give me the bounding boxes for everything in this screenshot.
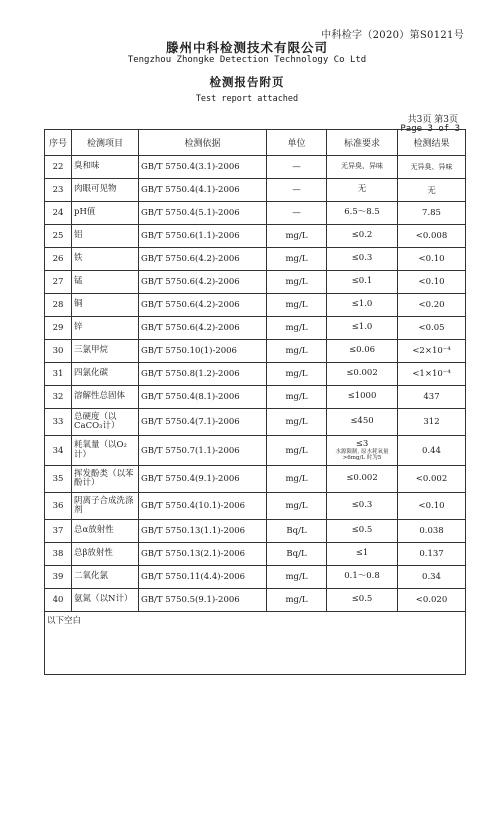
row-unit: mg/L [267, 294, 327, 317]
row-method: GB/T 5750.4(3.1)-2006 [139, 156, 267, 179]
table-row [45, 317, 466, 340]
row-result: <0.008 [398, 225, 466, 248]
row-unit: mg/L [267, 317, 327, 340]
row-no: 35 [45, 466, 72, 493]
row-no: 25 [45, 225, 72, 248]
row-standard: ≤0.06 [327, 340, 398, 363]
row-standard: ≤0.3 [327, 493, 398, 520]
blank-note: 以下空白 [45, 612, 466, 675]
row-item: 锌 [72, 317, 139, 340]
report-title-en: Test report attached [195, 94, 299, 104]
row-item: 三氯甲烷 [72, 340, 139, 363]
row-standard-note: 水源限制, 原水耗氧量>6mg/L 时为5 [335, 449, 389, 462]
row-result: 无异臭、异味 [398, 156, 466, 179]
row-standard: ≤3 [355, 438, 369, 449]
row-result: <0.10 [398, 271, 466, 294]
table-row [45, 520, 466, 543]
row-unit: mg/L [267, 409, 327, 436]
row-item: pH值 [72, 202, 139, 225]
row-item: 四氯化碳 [72, 363, 139, 386]
row-standard-cell [327, 436, 398, 466]
row-item: 总硬度（以CaCO₃计） [72, 409, 139, 436]
row-no: 33 [45, 409, 72, 436]
row-method: GB/T 5750.6(4.2)-2006 [139, 248, 267, 271]
row-item: 阴离子合成洗涤剂 [72, 493, 139, 520]
row-unit: — [267, 202, 327, 225]
table-row [45, 466, 466, 493]
row-standard: ≤0.2 [327, 225, 398, 248]
row-no: 30 [45, 340, 72, 363]
row-standard: 无 [327, 179, 398, 202]
row-result: <0.20 [398, 294, 466, 317]
row-standard: 6.5～8.5 [327, 202, 398, 225]
table-row [45, 202, 466, 225]
table-row [45, 436, 466, 466]
row-unit: — [267, 179, 327, 202]
row-item: 二氧化氯 [72, 566, 139, 589]
row-standard: ≤1.0 [327, 317, 398, 340]
row-unit: mg/L [267, 340, 327, 363]
row-unit: — [267, 156, 327, 179]
table-row [45, 294, 466, 317]
row-unit: mg/L [267, 589, 327, 612]
row-unit: mg/L [267, 466, 327, 493]
row-method: GB/T 5750.13(2.1)-2006 [139, 543, 267, 566]
row-result: 312 [398, 409, 466, 436]
row-unit: mg/L [267, 436, 327, 466]
row-result: 437 [398, 386, 466, 409]
row-item: 锰 [72, 271, 139, 294]
row-standard: ≤1000 [327, 386, 398, 409]
row-item: 铜 [72, 294, 139, 317]
row-method: GB/T 5750.5(9.1)-2006 [139, 589, 267, 612]
row-item: 臭和味 [72, 156, 139, 179]
row-method: GB/T 5750.4(5.1)-2006 [139, 202, 267, 225]
row-no: 36 [45, 493, 72, 520]
table-header-row [45, 130, 466, 156]
row-item: 总α放射性 [72, 520, 139, 543]
row-result: <2×10⁻⁴ [398, 340, 466, 363]
row-result: <1×10⁻⁴ [398, 363, 466, 386]
row-standard: ≤450 [327, 409, 398, 436]
row-no: 27 [45, 271, 72, 294]
table-row [45, 386, 466, 409]
row-method: GB/T 5750.6(4.2)-2006 [139, 271, 267, 294]
table-row [45, 179, 466, 202]
col-header-no: 序号 [45, 130, 72, 156]
row-no: 37 [45, 520, 72, 543]
row-no: 34 [45, 436, 72, 466]
row-no: 29 [45, 317, 72, 340]
col-header-result: 检测结果 [398, 130, 466, 156]
row-result: 0.34 [398, 566, 466, 589]
page-count-en: Page 3 of 3 [400, 124, 460, 134]
row-no: 23 [45, 179, 72, 202]
table-row [45, 156, 466, 179]
company-name-cn: 滕州中科检测技术有限公司 [165, 40, 328, 55]
row-result: 0.038 [398, 520, 466, 543]
col-header-method: 检测依据 [139, 130, 267, 156]
row-no: 32 [45, 386, 72, 409]
row-standard: ≤0.5 [327, 589, 398, 612]
table-row [45, 363, 466, 386]
row-standard: ≤0.1 [327, 271, 398, 294]
row-item: 肉眼可见物 [72, 179, 139, 202]
row-result: <0.020 [398, 589, 466, 612]
row-result: 0.44 [398, 436, 466, 466]
row-unit: Bq/L [267, 520, 327, 543]
row-method: GB/T 5750.4(10.1)-2006 [139, 493, 267, 520]
row-no: 22 [45, 156, 72, 179]
row-method: GB/T 5750.4(7.1)-2006 [139, 409, 267, 436]
row-standard: ≤0.5 [327, 520, 398, 543]
row-standard: ≤1 [327, 543, 398, 566]
col-header-standard: 标准要求 [327, 130, 398, 156]
row-no: 40 [45, 589, 72, 612]
row-unit: mg/L [267, 493, 327, 520]
row-standard: 无异臭、异味 [327, 156, 398, 179]
row-no: 38 [45, 543, 72, 566]
row-unit: mg/L [267, 225, 327, 248]
row-result: <0.10 [398, 248, 466, 271]
row-standard: 0.1～0.8 [327, 566, 398, 589]
row-unit: mg/L [267, 566, 327, 589]
table-row [45, 271, 466, 294]
page-count-cn: 共3页 第3页 [407, 115, 458, 125]
table-row [45, 409, 466, 436]
row-method: GB/T 5750.4(9.1)-2006 [139, 466, 267, 493]
row-no: 26 [45, 248, 72, 271]
row-method: GB/T 5750.6(4.2)-2006 [139, 294, 267, 317]
col-header-item: 检测项目 [72, 130, 139, 156]
table-row [45, 543, 466, 566]
row-item: 挥发酚类（以苯酚计） [72, 466, 139, 493]
row-method: GB/T 5750.6(1.1)-2006 [139, 225, 267, 248]
table-row [45, 340, 466, 363]
row-unit: Bq/L [267, 543, 327, 566]
row-no: 24 [45, 202, 72, 225]
row-item: 铝 [72, 225, 139, 248]
row-method: GB/T 5750.13(1.1)-2006 [139, 520, 267, 543]
row-unit: mg/L [267, 248, 327, 271]
row-standard: ≤0.002 [327, 363, 398, 386]
row-result: 无 [398, 179, 466, 202]
row-method: GB/T 5750.4(8.1)-2006 [139, 386, 267, 409]
row-method: GB/T 5750.11(4.4)-2006 [139, 566, 267, 589]
table-row [45, 248, 466, 271]
col-header-unit: 单位 [267, 130, 327, 156]
row-no: 28 [45, 294, 72, 317]
company-name-en: Tengzhou Zhongke Detection Technology Co Ltd [127, 55, 367, 65]
row-method: GB/T 5750.8(1.2)-2006 [139, 363, 267, 386]
row-method: GB/T 5750.6(4.2)-2006 [139, 317, 267, 340]
row-standard: ≤1.0 [327, 294, 398, 317]
row-item: 溶解性总固体 [72, 386, 139, 409]
table-row [45, 493, 466, 520]
row-result: <0.002 [398, 466, 466, 493]
row-result: 0.137 [398, 543, 466, 566]
row-item: 氨氮（以N计） [72, 589, 139, 612]
row-method: GB/T 5750.4(4.1)-2006 [139, 179, 267, 202]
row-unit: mg/L [267, 271, 327, 294]
row-no: 31 [45, 363, 72, 386]
table-row [45, 589, 466, 612]
row-standard: ≤0.002 [327, 466, 398, 493]
row-unit: mg/L [267, 386, 327, 409]
row-standard: ≤0.3 [327, 248, 398, 271]
table-row [45, 566, 466, 589]
row-result: 7.85 [398, 202, 466, 225]
row-item: 耗氧量（以O₂计） [72, 436, 139, 466]
row-item: 铁 [72, 248, 139, 271]
table-row [45, 225, 466, 248]
report-title-cn: 检测报告附页 [209, 75, 285, 89]
report-number: 中科检字（2020）第S0121号 [321, 30, 464, 41]
blank-row [45, 612, 466, 675]
row-result: <0.10 [398, 493, 466, 520]
row-result: <0.05 [398, 317, 466, 340]
row-method: GB/T 5750.10(1)-2006 [139, 340, 267, 363]
row-item: 总β放射性 [72, 543, 139, 566]
results-table [44, 129, 466, 675]
row-method: GB/T 5750.7(1.1)-2006 [139, 436, 267, 466]
row-no: 39 [45, 566, 72, 589]
row-unit: mg/L [267, 363, 327, 386]
